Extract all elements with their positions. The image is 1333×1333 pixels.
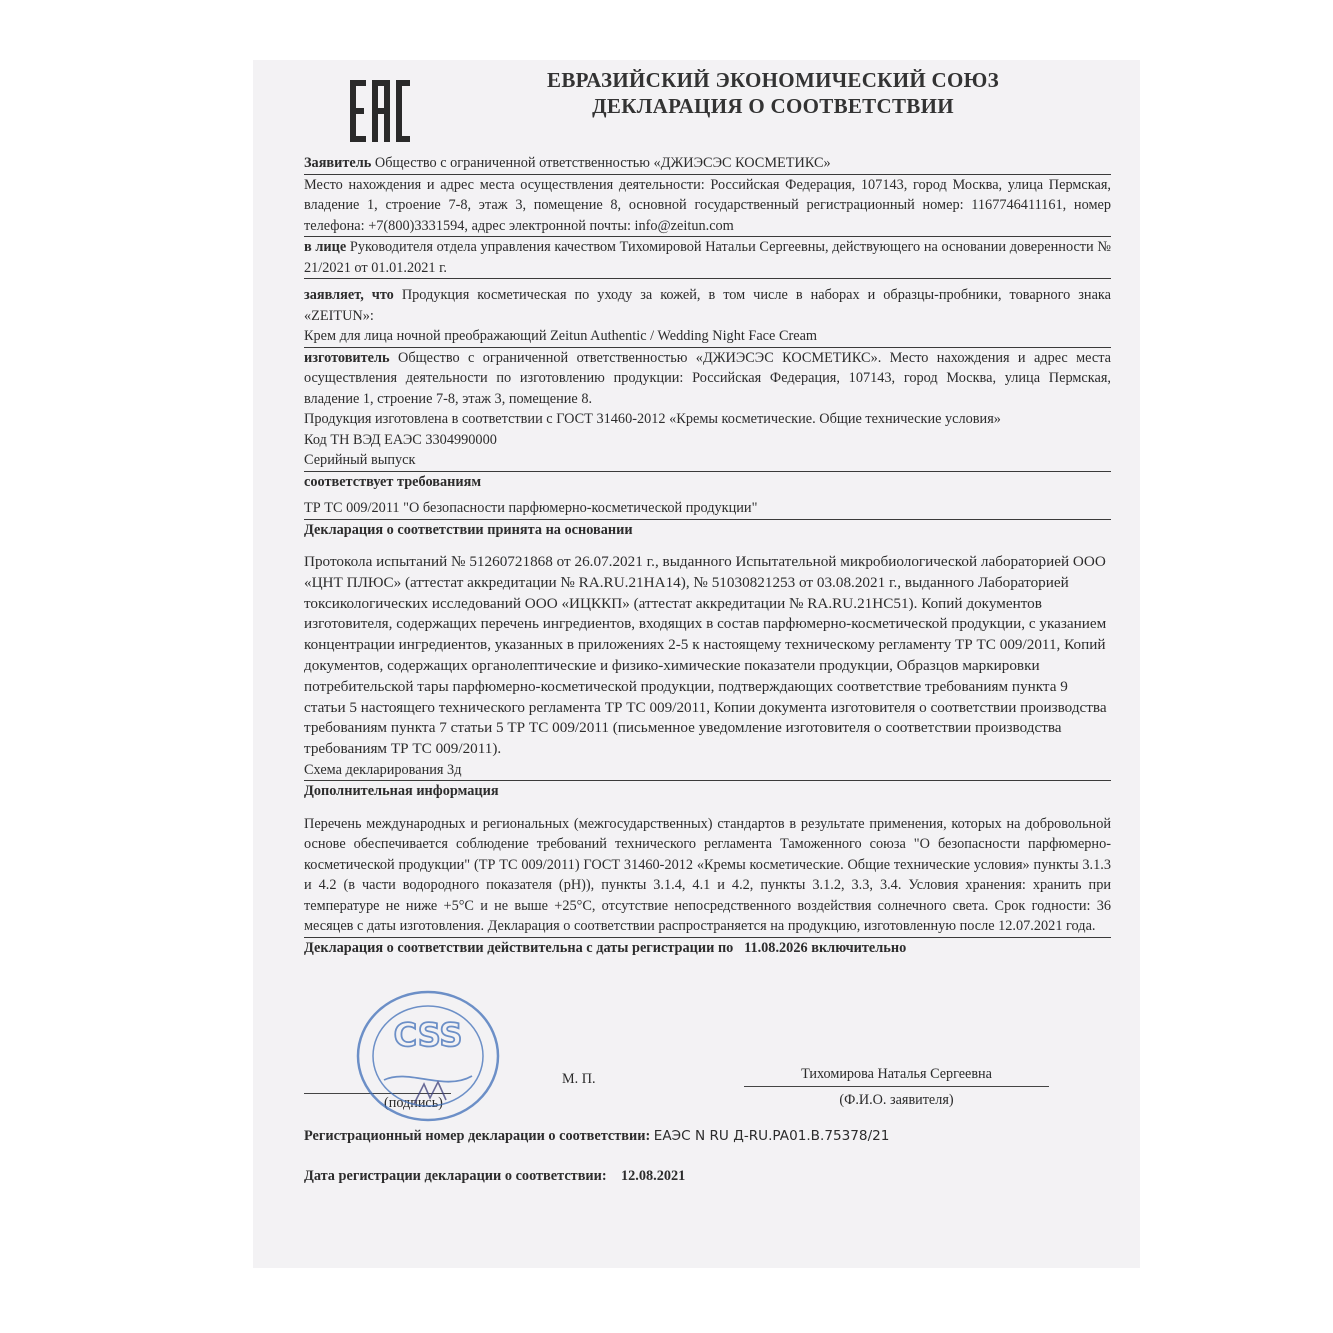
registration-date-line xyxy=(304,1168,685,1185)
registration-number: ЕАЭС N RU Д-RU.PA01.B.75378/21 xyxy=(653,1128,890,1144)
registration-number-label: Регистрационный номер декларации о соответствии: xyxy=(304,1128,651,1144)
registration-date: 12.08.2021 xyxy=(620,1168,686,1184)
applicant-fullname: Тихомирова Наталья Сергеевна xyxy=(744,1066,1049,1087)
declaration-scheme: Схема декларирования 3д xyxy=(304,760,1111,782)
validity-label: Декларация о соответствии действительна с даты регистрации по xyxy=(304,939,734,956)
applicant-label: Заявитель xyxy=(304,155,372,171)
stamp-text: CSS xyxy=(393,1016,463,1054)
tn-ved-code: Код ТН ВЭД ЕАЭС 3304990000 xyxy=(304,431,497,448)
technical-regulation: ТР ТС 009/2011 "О безопасности парфюмерно-косметической продукции" xyxy=(304,498,1111,520)
organization-stamp-icon xyxy=(354,988,502,1124)
declaration-body xyxy=(304,153,1111,958)
applicant-name: Общество с ограниченной ответственностью «ДЖИЭСЭС КОСМЕТИКС» xyxy=(371,155,831,171)
gost-reference: Продукция изготовлена в соответствии с ГОСТ 31460-2012 «Кремы косметические. Общие технические условия» xyxy=(304,411,1001,427)
mp-label: М. П. xyxy=(562,1071,596,1087)
product-name: Крем для лица ночной преображающий Zeitun Authentic / Wedding Night Face Cream xyxy=(304,326,1111,348)
additional-info-text: Перечень международных и региональных (межгосударственных) стандартов в результате применения, которых на добровольной основе обеспечивается соблюдение требований технического регламента Таможенного союза "О безопасности парфюмерно-косметической продукции" (ТР ТС 009/2011) ГОСТ 31460-2012 «Кремы косметические. Общие технические условия» пункты 3.1.3 и 4.2 (в части водородного показателя (pH)), пункты 3.1.4, 4.1 и 4.2, пункты 3.1.2, 3.3, 3.4. Условия хранения: хранить при температуре не ниже +5°С и не выше +25°С, отсутствие непосредственного воздействия солнечного света. Срок годности: 36 месяцев с даты изготовления. Декларация о соответствии распространяется на продукцию, изготовленную после 12.07.2021 года. xyxy=(304,814,1111,938)
registration-number-line xyxy=(304,1128,889,1145)
declares-block xyxy=(304,285,1111,326)
serial-production: Серийный выпуск xyxy=(304,450,1111,472)
representative-block xyxy=(304,237,1111,279)
basis-text: Протокола испытаний № 51260721868 от 26.07.2021 г., выданного Испытательной микробиологической лабораторией ООО «ЦНТ ПЛЮС» (аттестат аккредитации № RA.RU.21НА14), № 51030821253 от 03.08.2021 г., выданного Лабораторией токсикологических исследований ООО «ИЦККП» (аттестат аккредитации № RA.RU.21НС51). Копий документов изготовителя, содержащих перечень ингредиентов, входящих в состав парфюмерно-косметической продукции, с указанием концентрации ингредиентов, указанных в приложениях 2-5 к настоящему техническому регламенту ТР ТС 009/2011, Копий документов, содержащих органолептические и физико-химические показатели продукции, Образцов маркировки потребительской тары парфюмерно-косметической продукции, подтверждающих соответствие требованиям пункта 9 статьи 5 настоящего технического регламента ТР ТС 009/2011, Копии документа изготовителя о соответствии производства требованиям пункта 7 статьи 5 ТР ТС 009/2011 (письменное уведомление изготовителя о соответствии производства требованиям ТР ТС 009/2011). xyxy=(304,553,1107,758)
name-caption: (Ф.И.О. заявителя) xyxy=(839,1092,954,1108)
manufacturer-block xyxy=(304,348,1111,410)
validity-date: 11.08.2026 xyxy=(744,939,808,956)
validity-line xyxy=(304,938,1111,959)
applicant-address: Место нахождения и адрес места осуществления деятельности: Российская Федерация, 107143, город Москва, улица Пермская, владение 1, строение 7-8, этаж 3, помещение 8, основной государственный регистрационный номер: 1167746411161, номер телефона: +7(800)3331594, адрес электронной почты: info@zeitun.com xyxy=(304,175,1111,238)
basis-label: Декларация о соответствии принята на основании xyxy=(304,521,633,538)
header-title: ДЕКЛАРАЦИЯ О СООТВЕТСТВИИ xyxy=(592,94,954,118)
additional-info-label: Дополнительная информация xyxy=(304,783,499,800)
applicant-line xyxy=(304,153,1111,175)
representative-label: в лице xyxy=(304,239,347,255)
declares-label: заявляет, что xyxy=(304,287,394,303)
declaration-sheet xyxy=(253,60,1140,1268)
registration-date-label: Дата регистрации декларации о соответствии: xyxy=(304,1168,607,1184)
header-union: ЕВРАЗИЙСКИЙ ЭКОНОМИЧЕСКИЙ СОЮЗ xyxy=(547,68,999,92)
eac-logo-icon xyxy=(348,78,412,144)
manufacturer-text: Общество с ограниченной ответственностью «ДЖИЭСЭС КОСМЕТИКС». Место нахождения и адрес места осуществления деятельности по изготовлению продукции: Российская Федерация, 107143, город Москва, улица Пермская, владение 1, строение 7-8, этаж 3, помещение 8. xyxy=(304,349,1111,407)
manufacturer-label: изготовитель xyxy=(304,349,390,366)
document-header xyxy=(493,64,1053,119)
complies-label: соответствует требованиям xyxy=(304,473,482,490)
validity-suffix: включительно xyxy=(811,939,907,956)
representative-text: Руководителя отдела управления качеством Тихомировой Натальи Сергеевны, действующего на основании доверенности № 21/2021 от 01.01.2021 г. xyxy=(304,239,1112,276)
declares-text: Продукция косметическая по уходу за кожей, в том числе в наборах и образцы-пробники, товарного знака «ZEITUN»: xyxy=(304,287,1111,324)
signature-caption: (подпись) xyxy=(384,1095,443,1111)
